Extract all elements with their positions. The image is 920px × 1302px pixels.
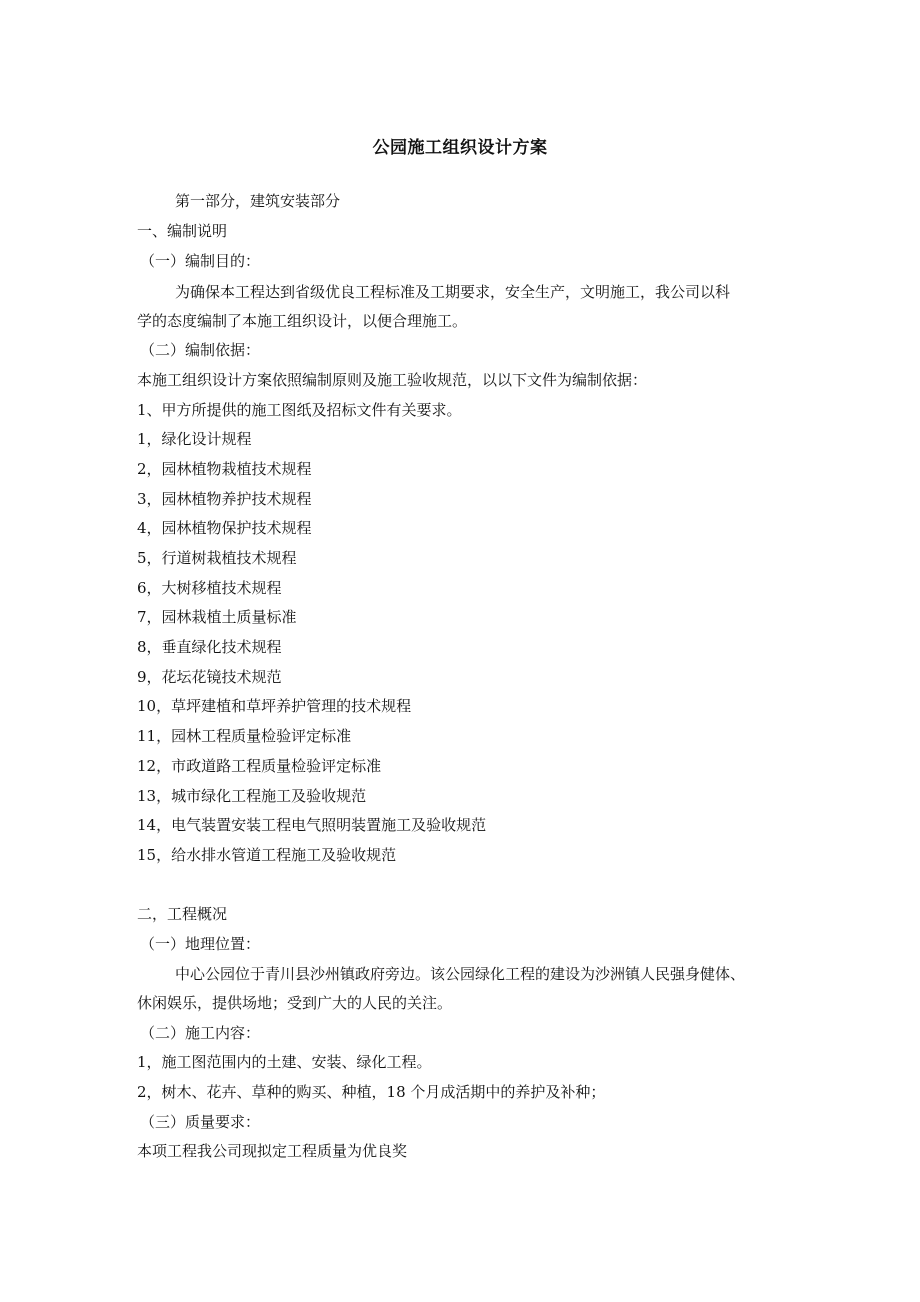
basis-list-item: 9，花坛花镜技术规范 [137, 668, 282, 686]
basis-list-item: 15，给水排水管道工程施工及验收规范 [137, 846, 397, 864]
basis-list-item: 8，垂直绿化技术规程 [137, 638, 282, 656]
section1-sub2-intro: 本施工组织设计方案依照编制原则及施工验收规范，以以下文件为编制依据： [137, 371, 648, 389]
section1-sub1-paragraph-line2: 学的态度编制了本施工组织设计，以便合理施工。 [137, 312, 468, 330]
section1-sub1-paragraph-line1: 为确保本工程达到省级优良工程标准及工期要求，安全生产，文明施工，我公司以科 [175, 283, 731, 301]
basis-list-item: 4，园林植物保护技术规程 [137, 519, 312, 537]
section2-sub1-paragraph-line2: 休闲娱乐，提供场地；受到广大的人民的关注。 [137, 994, 453, 1012]
basis-list-item: 2，园林植物栽植技术规程 [137, 460, 312, 478]
basis-list-item: 6，大树移植技术规程 [137, 579, 282, 597]
basis-list-item: 11，园林工程质量检验评定标准 [137, 727, 352, 745]
document-title: 公园施工组织设计方案 [372, 138, 548, 158]
basis-list-item: 3，园林植物养护技术规程 [137, 490, 312, 508]
quality-text: 本项工程我公司现拟定工程质量为优良奖 [137, 1142, 408, 1160]
section1-sub1-heading: （一）编制目的： [140, 252, 261, 270]
section2-heading: 二，工程概况 [137, 905, 228, 923]
section2-sub2-heading: （二）施工内容： [140, 1024, 261, 1042]
section2-sub1-paragraph-line1: 中心公园位于青川县沙州镇政府旁边。该公园绿化工程的建设为沙洲镇人民强身健体、 [175, 965, 746, 983]
section2-sub3-heading: （三）质量要求： [140, 1113, 261, 1131]
content-list-item: 1，施工图范围内的土建、安装、绿化工程。 [137, 1053, 432, 1071]
section2-sub1-heading: （一）地理位置： [140, 935, 261, 953]
part-heading: 第一部分，建筑安装部分 [175, 192, 341, 210]
section1-sub2-heading: （二）编制依据： [140, 341, 261, 359]
basis-list-item: 7，园林栽植土质量标准 [137, 608, 297, 626]
basis-list-item: 5，行道树栽植技术规程 [137, 549, 297, 567]
basis-list-item: 12，市政道路工程质量检验评定标准 [137, 757, 382, 775]
section1-heading: 一、编制说明 [137, 222, 228, 240]
basis-list-item: 13，城市绿化工程施工及验收规范 [137, 787, 367, 805]
basis-list-item: 10，草坪建植和草坪养护管理的技术规程 [137, 697, 412, 715]
content-list-item: 2，树木、花卉、草种的购买、种植，18 个月成活期中的养护及补种； [137, 1083, 606, 1101]
basis-list-item: 1，绿化设计规程 [137, 430, 252, 448]
basis-list-item: 14，电气装置安装工程电气照明装置施工及验收规范 [137, 816, 487, 834]
basis-list-item: 1、甲方所提供的施工图纸及招标文件有关要求。 [137, 401, 462, 419]
